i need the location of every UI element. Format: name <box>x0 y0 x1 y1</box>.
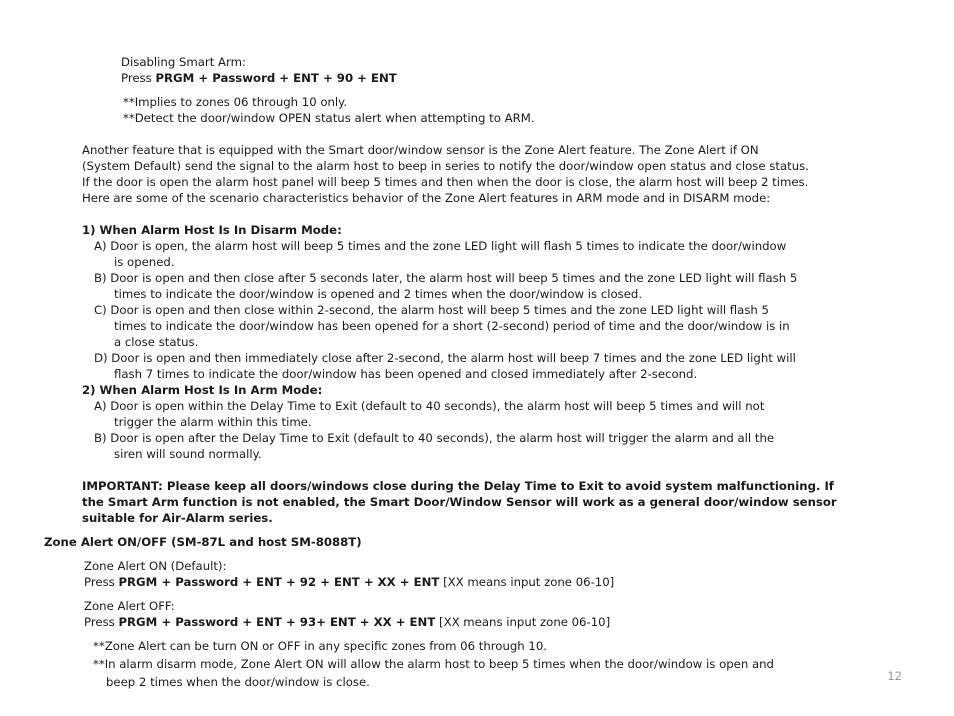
key-sequence: PRGM + Password + ENT + 90 + ENT <box>155 71 397 85</box>
list-item: B) Door is open after the Delay Time to Exit (default to 40 seconds), the alarm host will trigger the alarm and all the siren will sound normally. <box>94 431 775 461</box>
intro-line: If the door is open the alarm host panel will beep 5 times and then when the door is close, the alarm host will beep 2 times. <box>82 175 809 189</box>
disabling-smart-arm-instruction <box>121 70 397 86</box>
important-line: suitable for Air-Alarm series. <box>82 511 273 525</box>
note-line: beep 2 times when the door/window is close. <box>106 675 370 689</box>
zone-alert-off-title: Zone Alert OFF: <box>84 599 175 613</box>
intro-line: Another feature that is equipped with the Smart door/window sensor is the Zone Alert feature. The Zone Alert if ON <box>82 143 759 157</box>
list-item: C) Door is open and then close within 2-second, the alarm host will beep 5 times and the zone LED light will flash 5 times to indicate the door/window has been opened for a short (2-second) period of time and the door/window is in a close status. <box>94 303 790 349</box>
note-line: **In alarm disarm mode, Zone Alert ON will allow the alarm host to beep 5 times when the door/window is open and <box>93 657 774 671</box>
note-line: **Detect the door/window OPEN status alert when attempting to ARM. <box>123 111 535 125</box>
note-line: **Zone Alert can be turn ON or OFF in any specific zones from 06 through 10. <box>93 639 547 653</box>
press-prefix: Press <box>84 575 119 589</box>
press-prefix: Press <box>84 615 119 629</box>
zone-alert-on-title: Zone Alert ON (Default): <box>84 559 227 573</box>
zone-alert-heading: Zone Alert ON/OFF (SM-87L and host SM-8088T) <box>44 535 362 549</box>
intro-line: (System Default) send the signal to the alarm host to beep in series to notify the door/window open status and close status. <box>82 159 809 173</box>
zone-hint: [XX means input zone 06-10] <box>439 575 615 589</box>
arm-mode-heading: 2) When Alarm Host Is In Arm Mode: <box>82 383 323 397</box>
list-item: A) Door is open within the Delay Time to Exit (default to 40 seconds), the alarm host will beep 5 times and will not trigger the alarm within this time. <box>94 399 765 429</box>
press-prefix: Press <box>121 71 156 85</box>
page-number: 12 <box>887 669 902 683</box>
list-item: A) Door is open, the alarm host will beep 5 times and the zone LED light will flash 5 times to indicate the door/window is opened. <box>94 239 787 269</box>
zone-alert-off-instruction <box>84 614 610 630</box>
zone-hint: [XX means input zone 06-10] <box>435 615 611 629</box>
important-line: IMPORTANT: Please keep all doors/windows close during the Delay Time to Exit to avoid system malfunctioning. If <box>82 479 834 493</box>
zone-alert-on-instruction <box>84 574 614 590</box>
list-item: D) Door is open and then immediately close after 2-second, the alarm host will beep 7 times and the zone LED light will flash 7 times to indicate the door/window has been opened and closed immediately after 2-second. <box>94 351 796 381</box>
note-line: **Implies to zones 06 through 10 only. <box>123 95 348 109</box>
intro-line: Here are some of the scenario characteristics behavior of the Zone Alert features in ARM mode and in DISARM mode: <box>82 191 771 205</box>
important-line: the Smart Arm function is not enabled, the Smart Door/Window Sensor will work as a general door/window sensor <box>82 495 837 509</box>
key-sequence: PRGM + Password + ENT + 92 + ENT + XX + ENT <box>118 575 440 589</box>
key-sequence: PRGM + Password + ENT + 93+ ENT + XX + ENT <box>118 615 436 629</box>
list-item: B) Door is open and then close after 5 seconds later, the alarm host will beep 5 times and the zone LED light will flash 5 times to indicate the door/window is opened and 2 times when the door/window is closed. <box>94 271 798 301</box>
disabling-smart-arm-title: Disabling Smart Arm: <box>121 55 246 69</box>
disarm-mode-heading: 1) When Alarm Host Is In Disarm Mode: <box>82 223 342 237</box>
